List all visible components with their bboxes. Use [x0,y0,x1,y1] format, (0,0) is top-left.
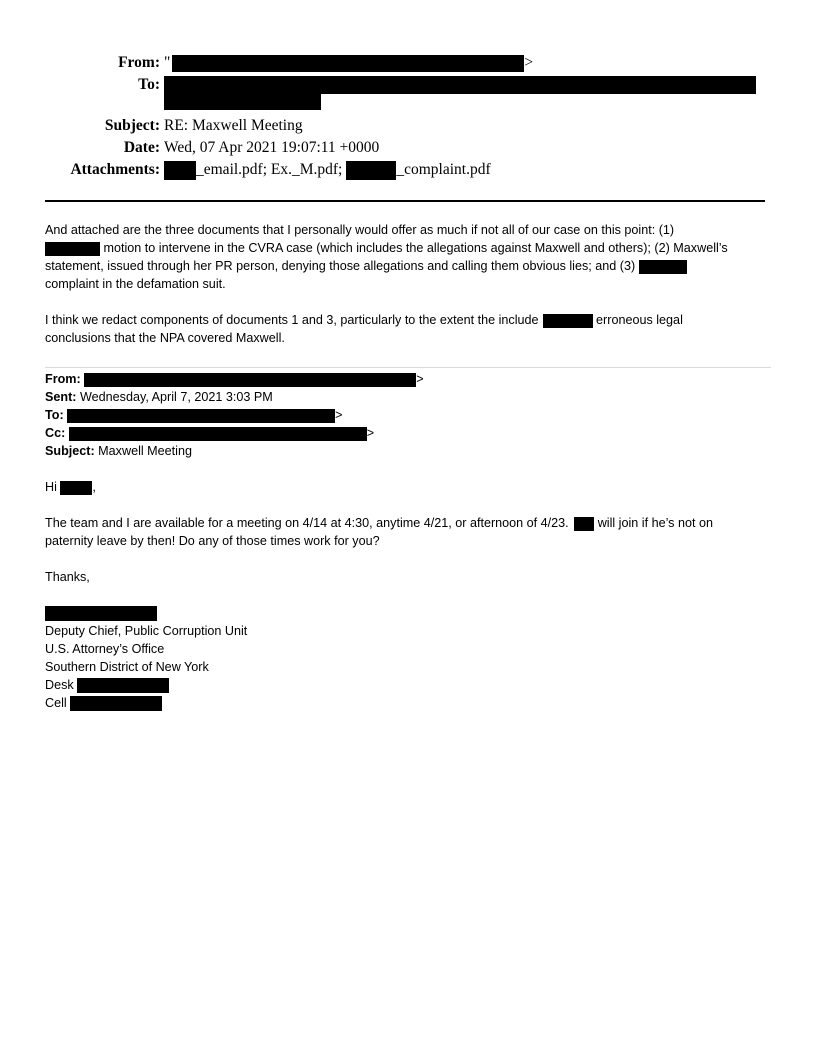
redaction-block [639,260,687,274]
redaction-block [574,517,594,531]
reply-text: erroneous legal [592,313,683,327]
quoted-cc-label: Cc: [45,426,66,440]
quoted-sent-label: Sent: [45,390,77,404]
quoted-to-label: To: [45,408,64,422]
greeting-text: , [92,480,96,494]
greeting-text: Hi [45,480,57,494]
cell-label: Cell [45,696,67,710]
redaction-block [164,161,196,180]
redaction-block [67,409,335,423]
quoted-from-suffix: > [416,372,424,386]
quoted-to-suffix: > [335,408,343,422]
reply-para2-line2: conclusions that the NPA covered Maxwell. [45,331,285,345]
body-text: will join if he’s not on [597,516,713,530]
subject-label: Subject: [104,117,160,134]
reply-text: I think we redact components of documents 1 and 3, particularly to the extent the include [45,313,539,327]
to-label: To: [138,76,160,93]
signature-desk [45,676,169,694]
reply-text: statement, issued through her PR person, denying those allegations and calling them obvious lies; and (3) [45,259,636,273]
reply-para2-line1 [45,311,683,329]
redaction-block [164,76,756,94]
quoted-thanks: Thanks, [45,570,90,584]
redaction-block [346,161,396,180]
redaction-block [172,55,524,72]
quoted-sent-row [45,388,273,406]
quoted-from-row [45,370,424,388]
signature-district: Southern District of New York [45,660,209,674]
redaction-block [164,94,321,110]
date-value: Wed, 07 Apr 2021 19:07:11 +0000 [164,139,380,156]
redaction-block [77,678,169,693]
quoted-cc-suffix: > [366,426,375,440]
quoted-subject-value: Maxwell Meeting [94,444,192,458]
redaction-block [45,606,157,621]
to-value [164,75,756,95]
redaction-block [60,481,92,495]
attachments-value [164,160,491,180]
attachments-label: Attachments: [70,161,160,178]
quoted-from-label: From: [45,372,81,386]
redaction-block [69,427,367,441]
signature-title: Deputy Chief, Public Corruption Unit [45,624,248,638]
signature-office: U.S. Attorney’s Office [45,642,165,656]
quoted-body-line1 [45,514,713,532]
from-quote: " [164,54,171,71]
reply-para1-line3 [45,257,687,275]
quoted-cc-row [45,424,374,442]
from-value [164,53,533,73]
reply-para1-line4: complaint in the defamation suit. [45,277,226,291]
reply-para1-line2 [45,239,728,257]
from-suffix: > [524,54,534,71]
redaction-block [70,696,162,711]
attachment-list-part: _email.pdf; Ex._M.pdf; [196,161,343,178]
quoted-body-line2: paternity leave by then! Do any of those times work for you? [45,534,380,548]
reply-para1-line1: And attached are the three documents that I personally would offer as much if not all of our case on this point: (1) [45,223,675,237]
quoted-greeting [45,478,96,496]
from-label: From: [118,54,160,71]
subject-value: RE: Maxwell Meeting [164,117,303,134]
desk-label: Desk [45,678,74,692]
date-label: Date: [123,139,160,156]
reply-text: motion to intervene in the CVRA case (which includes the allegations against Maxwell and others); (2) Maxwell’s [100,241,728,255]
quoted-subject-row [45,442,192,460]
attachment-list-part: _complaint.pdf [396,161,491,178]
quote-divider [45,367,771,368]
signature-cell [45,694,162,712]
quoted-subject-label: Subject: [45,444,95,458]
quoted-to-row [45,406,343,424]
redaction-block [45,242,100,256]
body-text: The team and I are available for a meeting on 4/14 at 4:30, anytime 4/21, or afternoon of 4/23. [45,516,569,530]
redaction-block [84,373,416,387]
redaction-block [543,314,593,328]
quoted-sent-value: Wednesday, April 7, 2021 3:03 PM [76,390,273,404]
header-divider [45,200,765,202]
